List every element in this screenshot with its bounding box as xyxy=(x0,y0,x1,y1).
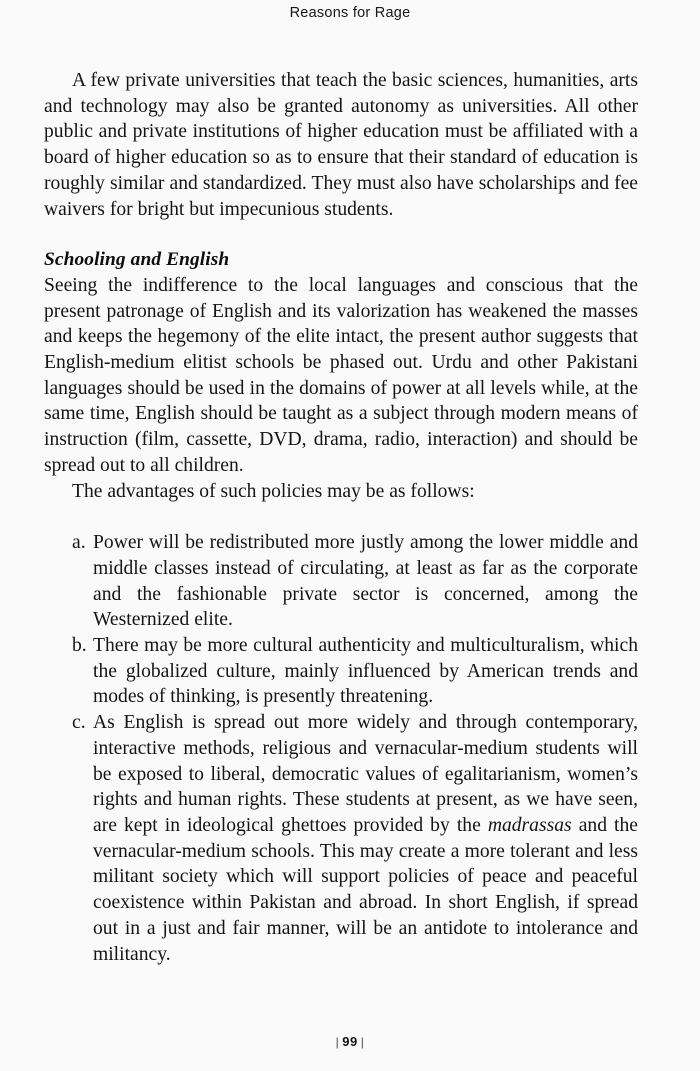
running-head: Reasons for Rage xyxy=(289,5,411,21)
page-number: 99 xyxy=(342,1034,358,1049)
paragraph-spacer xyxy=(44,222,638,247)
list-marker: a. xyxy=(72,532,86,554)
text-column xyxy=(44,68,638,967)
folio-rule-right: | xyxy=(360,1035,365,1049)
list-item xyxy=(72,710,638,967)
paragraph-advantages-lead-in: The advantages of such policies may be as follows: xyxy=(72,480,475,502)
list-item-text: There may be more cultural authenticity and multiculturalism, which the globalized culture, mainly influenced by American trends and modes of thinking, is presently threatening. xyxy=(93,635,638,708)
list-item-text: Power will be redistributed more justly among the lower middle and middle classes instead of circulating, at least as far as the corporate and the fashionable private sector is concerned, among the Westernized elite. xyxy=(93,532,638,631)
paragraph-schooling-english-body: Seeing the indifference to the local languages and conscious that the present patronage of English and its valorization has weakened the masses and keeps the hegemony of the elite intact, the present author suggests that English-medium elitist schools be phased out. Urdu and other Pakistani languages should be used in the domains of power at all levels while, at the same time, English should be taught as a subject through modern means of instruction (film, cassette, DVD, drama, radio, interaction) and should be spread out to all children. xyxy=(44,274,638,476)
list-item xyxy=(72,530,638,633)
folio-rule-left: | xyxy=(335,1035,340,1049)
advantages-list xyxy=(44,530,638,967)
list-item-text xyxy=(93,710,638,967)
paragraph-universities-autonomy: A few private universities that teach the basic sciences, humanities, arts and technology may also be granted autonomy as universities. All other public and private institutions of higher education must be affiliated with a board of higher education so as to ensure that their standard of education is roughly similar and standardized. They must also have scholarships and fee waivers for bright but impecunious students. xyxy=(44,70,638,220)
list-item xyxy=(72,633,638,710)
list-marker: c. xyxy=(72,712,86,734)
page-folio xyxy=(0,1034,700,1049)
list-spacer xyxy=(44,504,638,530)
section-heading-schooling-and-english: Schooling and English xyxy=(44,249,230,271)
italic-term-madrassas: madrassas xyxy=(487,814,572,836)
list-marker: b. xyxy=(72,635,87,657)
list-item-text-segment-1: As English is spread out more widely and through contemporary, interactive methods, religious and vernacular-medium students will be exposed to liberal, democratic values of egalitarianism, women’s rights and human rights. These students at present, as we have seen, are kept in ideological ghettoes provided by the xyxy=(93,712,638,836)
list-item-text-segment-2: and the vernacular-medium schools. This may create a more tolerant and less militant society which will support policies of peace and peaceful coexistence within Pakistan and abroad. In short English, if spread out in a just and fair manner, will be an antidote to intolerance and militancy. xyxy=(93,814,638,965)
